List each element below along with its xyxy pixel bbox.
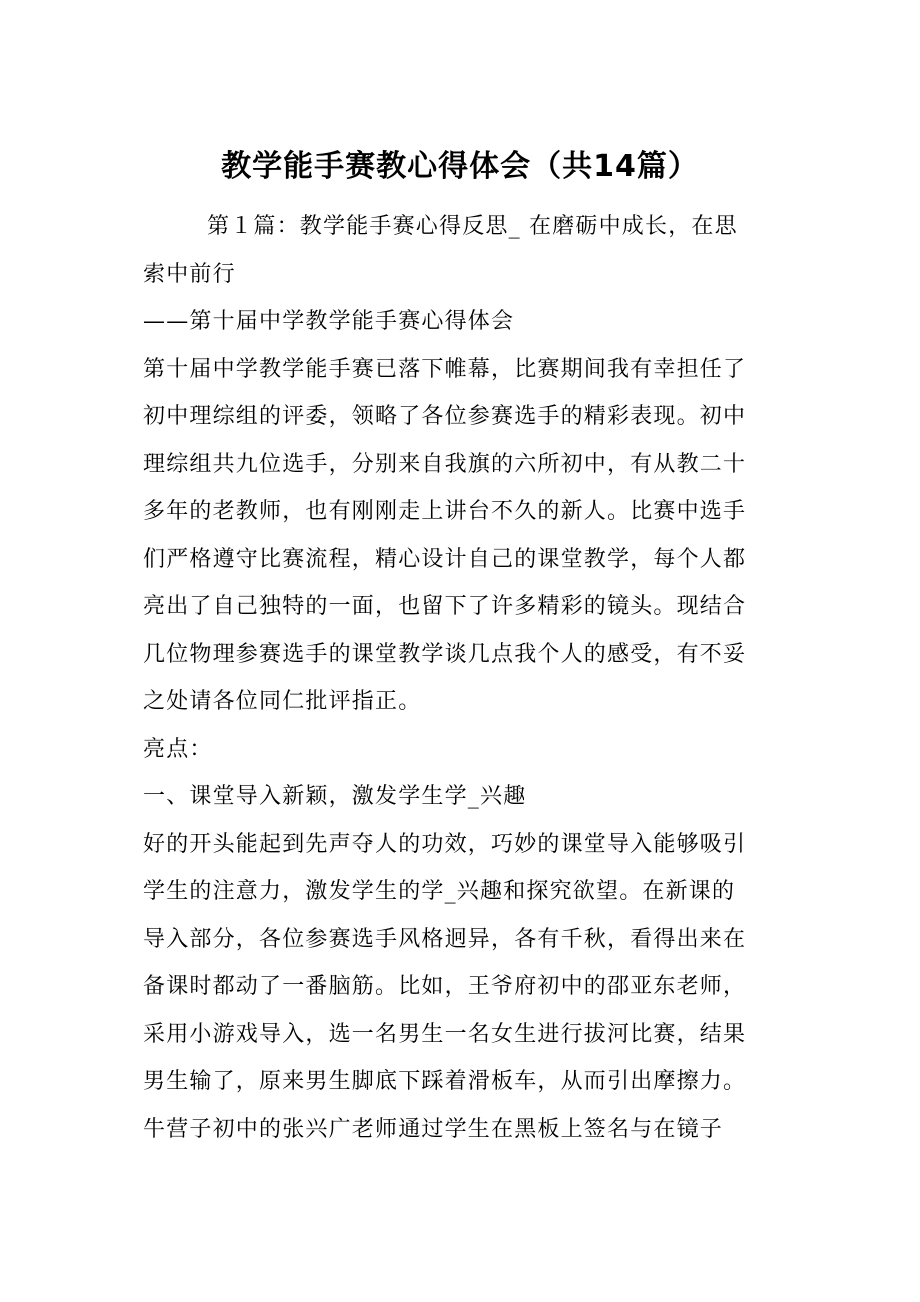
document-title: 教学能手赛教心得体会（共14篇）: [221, 149, 699, 184]
paragraph-line: 采用小游戏导入，选一名男生一名女生进行拔河比赛，结果: [143, 1021, 747, 1047]
paragraph-line: 几位物理参赛选手的课堂教学谈几点我个人的感受，有不妥: [143, 641, 747, 667]
section-heading: 一、课堂导入新颖，激发学生学_兴趣: [143, 784, 527, 809]
subtitle-line: ——第十届中学教学能手赛心得体会: [143, 309, 515, 334]
paragraph-line: 备课时都动了一番脑筋。比如，王爷府初中的邵亚东老师，: [143, 974, 747, 999]
paragraph-line: 亮出了自己独特的一面，也留下了许多精彩的镜头。现结合: [143, 594, 747, 619]
paragraph-line: 导入部分，各位参赛选手风格迥异，各有千秋，看得出来在: [143, 926, 747, 952]
paragraph-line: 牛营子初中的张兴广老师通过学生在黑板上签名与在镜子: [143, 1116, 724, 1142]
document-body: [143, 203, 793, 1153]
paragraph-line: 理综组共九位选手，分别来自我旗的六所初中，有从教二十: [143, 451, 747, 477]
paragraph-line: 第十届中学教学能手赛已落下帷幕，比赛期间我有幸担任了: [143, 356, 747, 382]
paragraph-line: 们严格遵守比赛流程，精心设计自己的课堂教学，每个人都: [143, 546, 747, 572]
paragraph-line: 第１篇：教学能手赛心得反思_ 在磨砺中成长，在思: [207, 214, 738, 239]
paragraph-line: 之处请各位同仁批评指正。: [143, 689, 422, 714]
paragraph-line: 学生的注意力，激发学生的学_兴趣和探究欲望。在新课的: [143, 879, 736, 904]
paragraph-line: 索中前行: [143, 261, 236, 287]
paragraph-line: 男生输了，原来男生脚底下踩着滑板车，从而引出摩擦力。: [143, 1069, 747, 1094]
section-heading: 亮点：: [143, 736, 213, 762]
paragraph-line: 好的开头能起到先声夺人的功效，巧妙的课堂导入能够吸引: [143, 831, 747, 857]
paragraph-line: 初中理综组的评委，领略了各位参赛选手的精彩表现。初中: [143, 404, 747, 429]
paragraph-line: 多年的老教师，也有刚刚走上讲台不久的新人。比赛中选手: [143, 499, 747, 524]
